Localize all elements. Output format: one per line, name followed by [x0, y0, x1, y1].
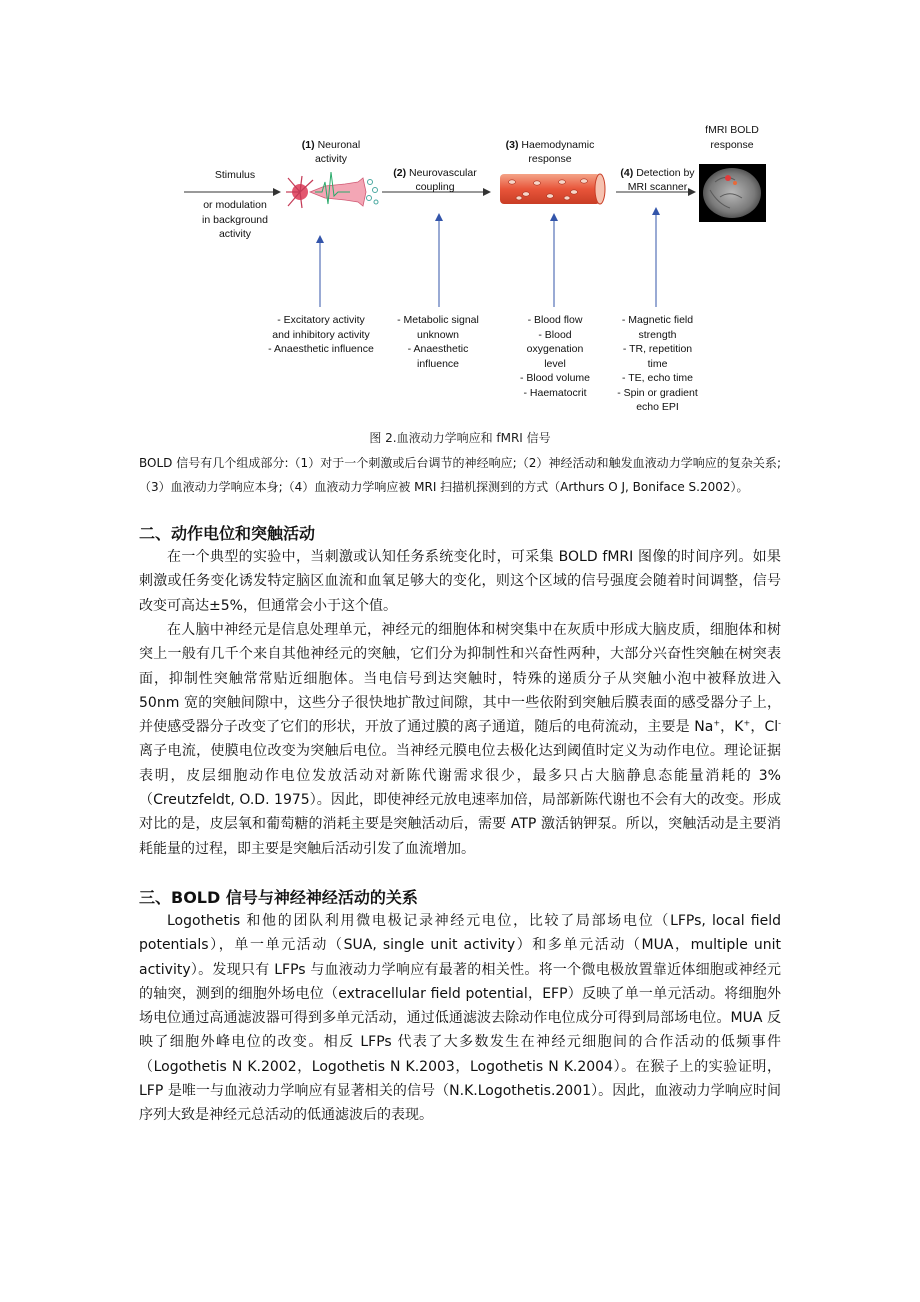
step3-text: Haemodynamic response [521, 138, 595, 165]
step2-label [385, 151, 485, 195]
section2-p2-part-b: 离子电流，使膜电位改变为突触后电位。当神经元膜电位去极化达到阈值时定义为动作电位。理论证据表明，皮层细胞动作电位发放活动对新陈代谢需求很少，最多只占大脑静息态能量消耗的 3% （Creutzfeldt, O.D. 1975）。因此，即使神经元放电速率加倍，局部新陈代谢也不会有大的改变。形成对比的是，皮层氧和葡萄糖的消耗主要是突触活动后，需要 ATP 激活钠钾泵。所以，突触活动是主要消耗能量的过程，即主要是突触后活动引发了血流增加。 [139, 743, 781, 857]
step4-number: (4) [620, 166, 634, 179]
caption-paragraph: BOLD 信号有几个组成部分:（1）对于一个刺激或后台调节的神经响应;（2）神经活动和触发血液动力学响应的复杂关系;（3）血液动力学响应本身;（4）血液动力学响应被 MRI 扫描机探测到的方式（Arthurs O J, Boniface S.2002）。 [139, 456, 781, 494]
chloride-label: ，Cl [750, 719, 779, 736]
section2-p2-part-a: 在人脑中神经元是信息处理单元，神经元的细胞体和树突集中在灰质中形成大脑皮质，细胞体和树突上一般有几千个来自其他神经元的突触，它们分为抑制性和兴奋性两种，大部分兴奋性突触在树突表面，抑制性突触常常贴近细胞体。当电信号到达突触时，特殊的递质分子从突触小泡中被释放进入 50nm 宽的突触间隙中，这些分子很快地扩散过间隙，其中一些依附到突触后膜表面的感受器分子上，并使感受器分子改变了它们的形状，开放了通过膜的离子通道，随后的电荷流动，主要是 Na [139, 622, 781, 736]
factors-coupling: - Metabolic signal unknown - Anaesthetic influence [397, 314, 479, 370]
step2-number: (2) [393, 166, 407, 179]
potassium-label: ，K [720, 719, 744, 736]
step1-number: (1) [301, 138, 315, 151]
blood-vessel-icon [500, 174, 605, 204]
modulation-label: or modulation in background activity [202, 199, 268, 240]
output-label: fMRI BOLD response [705, 124, 759, 151]
neuron-icon [286, 172, 378, 208]
figure-caption: 图 2.血液动力学响应和 fMRI 信号 [369, 431, 551, 445]
step3-label [495, 123, 605, 167]
section3-paragraph1: Logothetis 和他的团队利用微电极记录神经元电位，比较了局部场电位（LFPs, local field potentials），单一单元活动（SUA, single unit activity）和多单元活动（MUA，multiple unit activity）。发现只有 LFPs 与血液动力学响应有最著的相关性。将一个微电极放置靠近体细胞或神经元的轴突，测到的细胞外场电位（extracellular field potential，EFP）反映了单一单元活动。将细胞外场电位通过高通滤波器可得到多单元活动，通过低通滤波去除动作电位成分可得到局部场电位。MUA 反映了细胞外峰电位的改变。相反 LFPs 代表了大多数发生在神经元细胞间的合作活动的低频事件（Logothetis N K.2002，Logothetis N K.2003，Logothetis N K.2004）。在猴子上的实验证明，LFP 是唯一与血液动力学响应有显著相关的信号（N.K.Logothetis.2001）。因此，血液动力学响应时间序列大致是神经元总活动的低通滤波后的表现。 [139, 913, 781, 1124]
factors-haemodynamic: - Blood flow - Blood oxygenation level - Blood volume - Haematocrit [519, 314, 591, 399]
bold-diagram [170, 112, 770, 422]
step1-label [286, 123, 376, 167]
factors-detection: - Magnetic field strength - TR, repetition time - TE, echo time - Spin or gradient echo EPI [617, 314, 698, 413]
sodium-charge: + [713, 718, 721, 728]
step2-text: Neurovascular coupling [409, 166, 477, 193]
section2-paragraph2 [139, 618, 781, 861]
step4-label [610, 151, 705, 195]
potassium-charge: + [743, 718, 751, 728]
stimulus-label: Stimulus [214, 169, 256, 181]
step3-number: (3) [505, 138, 519, 151]
section2-heading: 二、动作电位和突触活动 [139, 524, 316, 543]
step4-text: Detection by MRI scanner [627, 166, 695, 193]
brain-scan-icon [699, 164, 766, 222]
section2-paragraph1: 在一个典型的实验中，当刺激或认知任务系统变化时，可采集 BOLD fMRI 图像的时间序列。如果刺激或任务变化诱发特定脑区血流和血氧足够大的变化，则这个区域的信号强度会随着时间调整，信号改变可高达±5%，但通常会小于这个值。 [139, 549, 781, 614]
section3-heading: 三、BOLD 信号与神经神经活动的关系 [139, 888, 418, 907]
factors-neuronal: - Excitatory activity and inhibitory activity - Anaesthetic influence [268, 314, 374, 355]
chloride-charge: - [778, 718, 782, 728]
step1-text: Neuronal activity [314, 138, 361, 165]
